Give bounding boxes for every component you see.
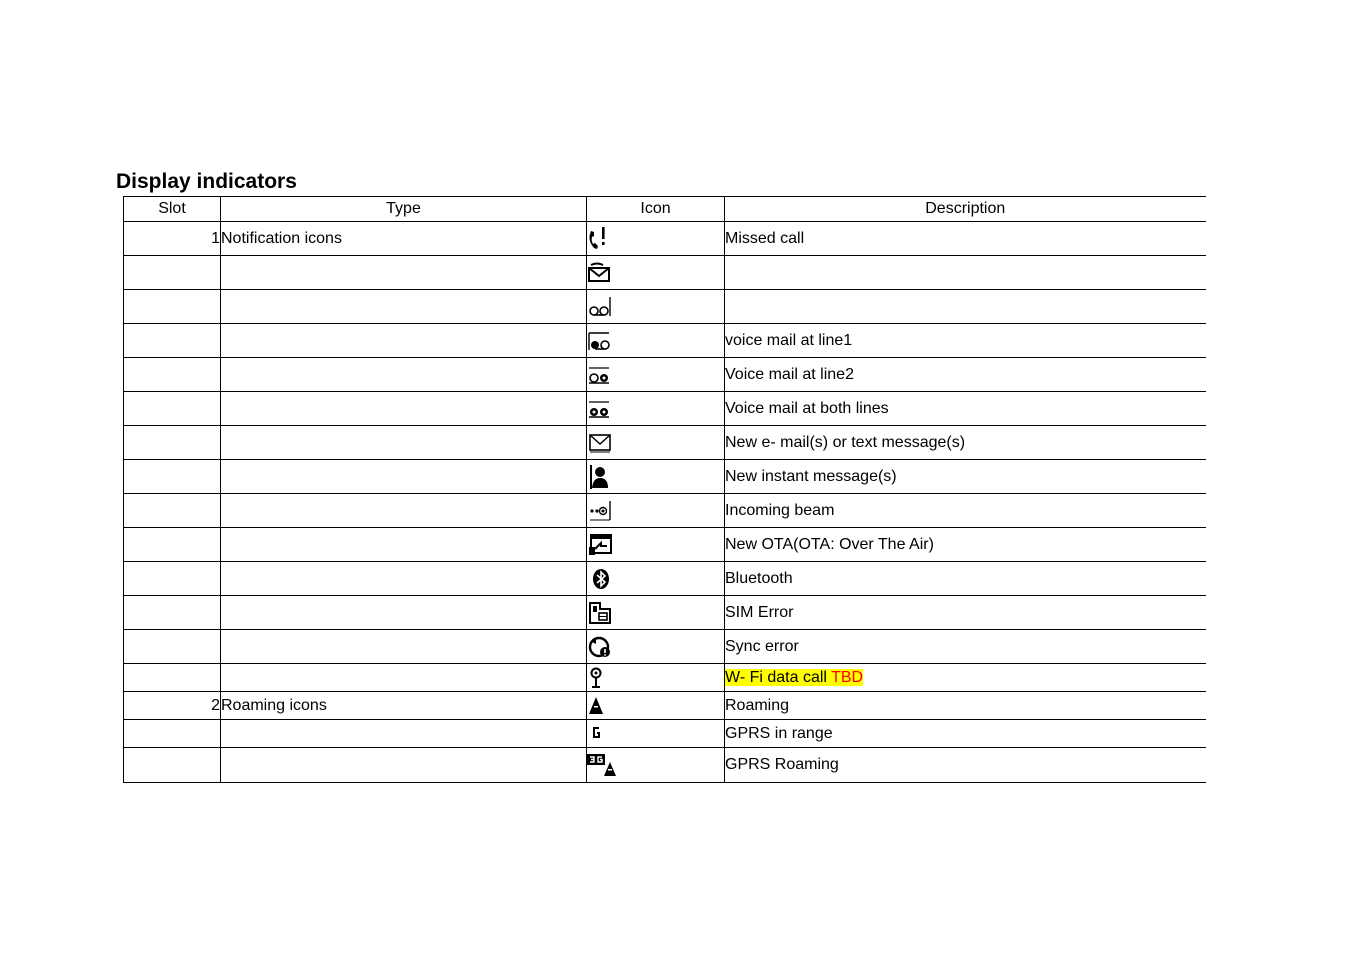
tbd-note: TBD [831,668,864,686]
envelope-alert-icon [587,262,611,284]
table-row [124,720,1206,748]
voicemail-both-lines-icon [587,398,613,420]
description-cell [725,256,1206,290]
sync-error-icon [587,635,613,659]
icon-cell [587,392,725,426]
icon-cell [587,720,725,748]
icon-cell [587,460,725,494]
voicemail-line1-icon [587,330,613,352]
slot-cell [124,720,221,748]
slot-cell [124,596,221,630]
slot-cell [124,664,221,692]
icon-cell [587,222,725,256]
description-column-header: Description [725,197,1206,222]
table-row [124,358,1206,392]
table-row [124,596,1206,630]
description-cell: GPRS in range [725,720,1206,748]
slot-cell [124,748,221,783]
type-column-header: Type [221,197,587,222]
slot-cell [124,256,221,290]
description-cell: Incoming beam [725,494,1206,528]
description-cell: New OTA(OTA: Over The Air) [725,528,1206,562]
slot-cell [124,630,221,664]
type-cell [221,748,587,783]
description-cell: New instant message(s) [725,460,1206,494]
icon-cell [587,528,725,562]
description-cell: voice mail at line1 [725,324,1206,358]
table-row [124,426,1206,460]
bluetooth-icon [587,567,613,591]
type-cell [221,494,587,528]
icon-cell [587,256,725,290]
description-cell: Missed call [725,222,1206,256]
ota-icon [587,533,613,557]
type-cell: Notification icons [221,222,587,256]
description-cell [725,664,1206,692]
icon-cell [587,324,725,358]
slot-cell [124,290,221,324]
page-title: Display indicators [116,170,297,193]
table-row [124,630,1206,664]
table-row [124,528,1206,562]
type-cell [221,720,587,748]
wifi-antenna-icon [587,667,609,689]
slot-cell [124,528,221,562]
type-cell [221,562,587,596]
table-row [124,692,1206,720]
slot-cell [124,358,221,392]
type-cell [221,256,587,290]
description-cell: Sync error [725,630,1206,664]
table-row [124,562,1206,596]
description-cell: Voice mail at both lines [725,392,1206,426]
slot-cell [124,562,221,596]
slot-cell [124,460,221,494]
wifi-description: W- Fi data call [725,668,827,686]
table-row [124,494,1206,528]
table-row [124,460,1206,494]
icon-cell [587,748,725,783]
icon-cell [587,692,725,720]
description-cell: Bluetooth [725,562,1206,596]
3g-roaming-icon [587,752,619,778]
slot-cell: 2 [124,692,221,720]
type-cell [221,460,587,494]
table-row [124,290,1206,324]
type-cell [221,324,587,358]
slot-column-header: Slot [124,197,221,222]
description-cell: Roaming [725,692,1206,720]
icon-cell [587,426,725,460]
icon-cell [587,664,725,692]
type-cell [221,290,587,324]
description-cell: Voice mail at line2 [725,358,1206,392]
envelope-icon [587,432,613,454]
table-row [124,222,1206,256]
type-cell [221,596,587,630]
slot-cell: 1 [124,222,221,256]
type-cell [221,426,587,460]
highlighted-description [725,669,863,686]
roaming-icon [587,695,609,717]
sim-error-icon [587,601,613,625]
table-header-row [124,197,1206,222]
slot-cell [124,392,221,426]
beam-icon [587,500,613,522]
voicemail-icon [587,296,613,318]
type-cell [221,664,587,692]
type-cell: Roaming icons [221,692,587,720]
person-icon [587,464,611,490]
icon-cell [587,494,725,528]
display-indicators-table [123,196,1206,783]
slot-cell [124,324,221,358]
icon-cell [587,630,725,664]
icon-cell [587,562,725,596]
description-cell [725,290,1206,324]
description-cell: GPRS Roaming [725,748,1206,783]
voicemail-line2-icon [587,364,613,386]
table-row [124,664,1206,692]
icon-cell [587,290,725,324]
description-cell: SIM Error [725,596,1206,630]
slot-cell [124,494,221,528]
table-row [124,256,1206,290]
type-cell [221,630,587,664]
icon-cell [587,358,725,392]
slot-cell [124,426,221,460]
type-cell [221,358,587,392]
icon-cell [587,596,725,630]
icon-column-header: Icon [587,197,725,222]
table-row [124,748,1206,783]
missed-call-icon [587,226,609,252]
table-row [124,392,1206,426]
gprs-g-icon [587,724,607,744]
type-cell [221,528,587,562]
table-row [124,324,1206,358]
type-cell [221,392,587,426]
description-cell: New e- mail(s) or text message(s) [725,426,1206,460]
